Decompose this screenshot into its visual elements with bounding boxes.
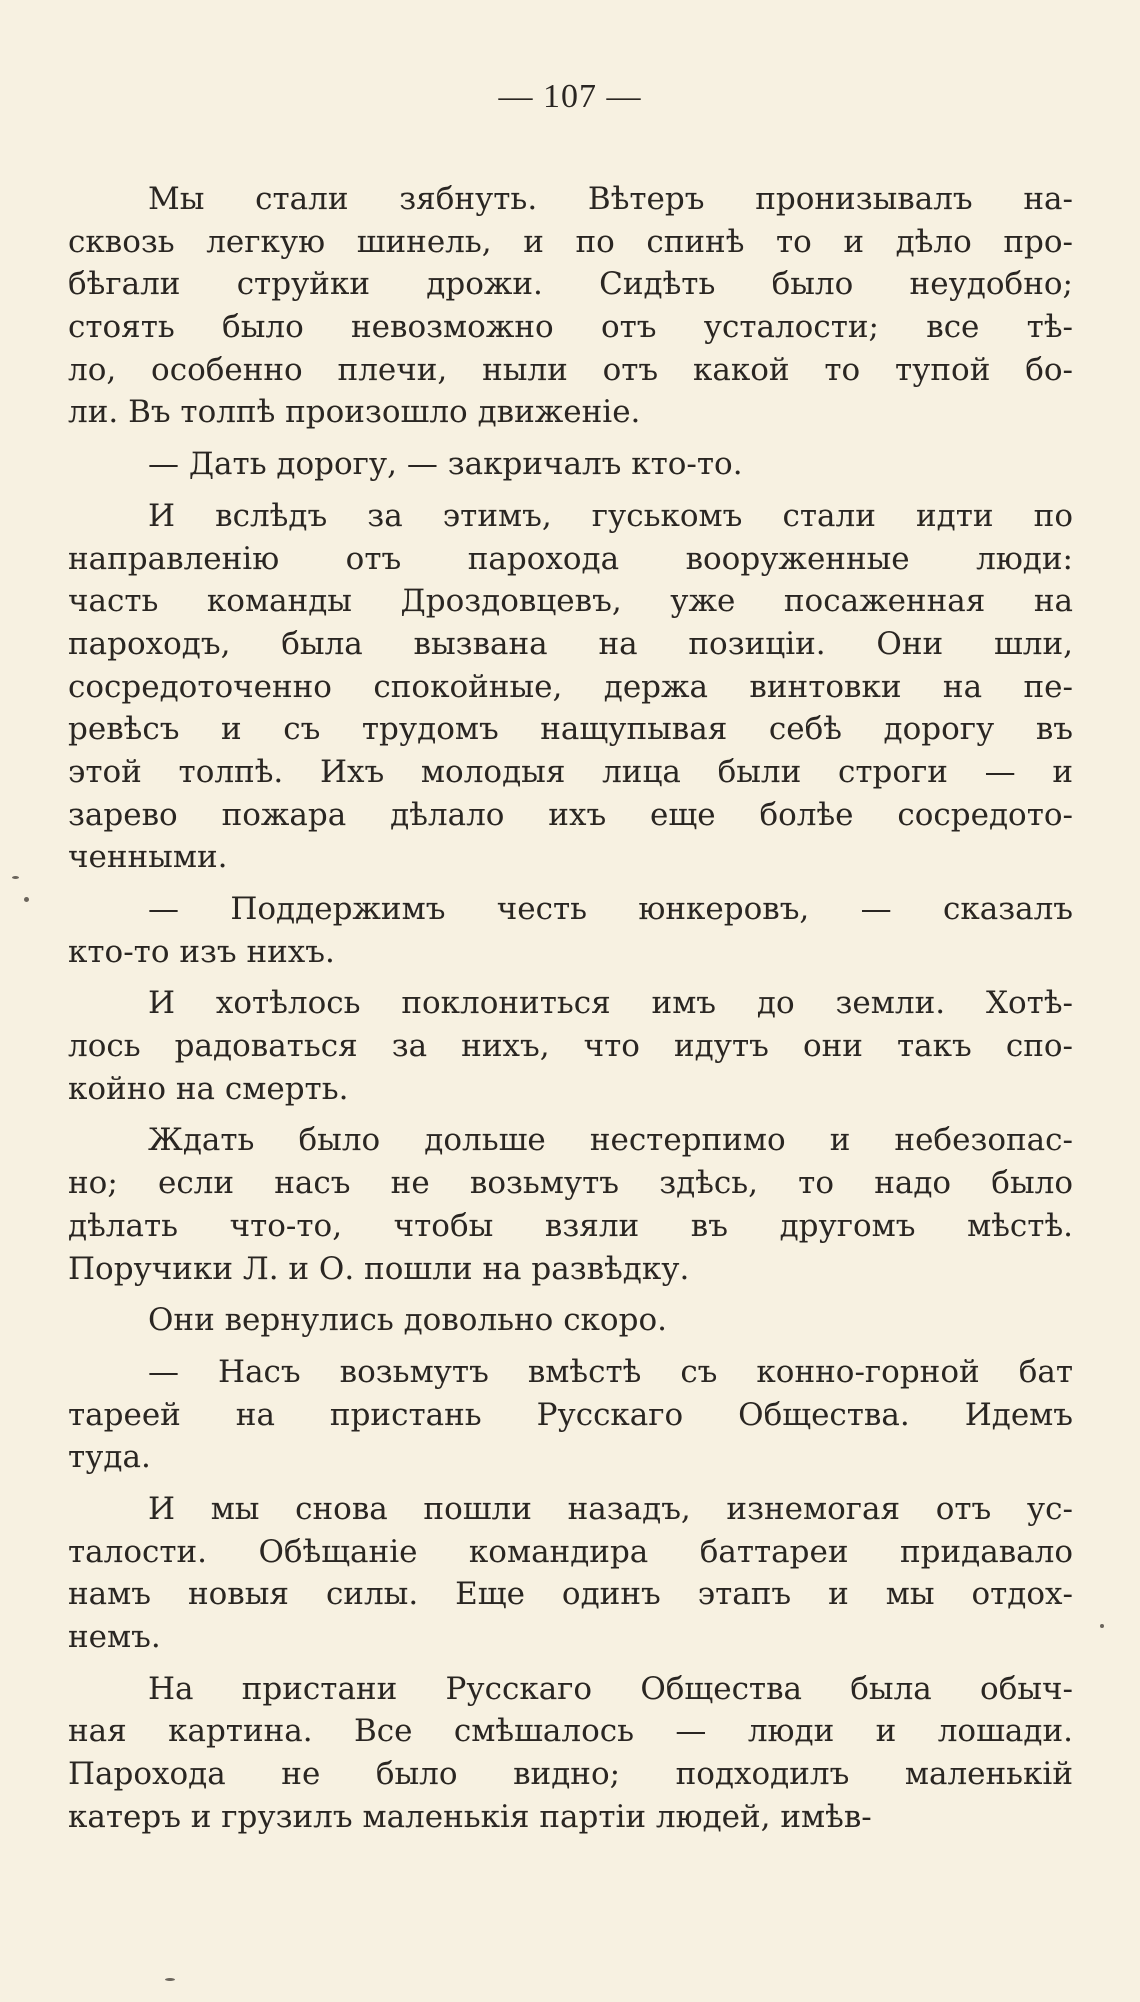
paragraph-gap <box>68 1342 1073 1351</box>
scan-speck <box>24 897 29 902</box>
text-line: тареей на пристань Русскаго Общества. Идемъ <box>68 1396 1073 1433</box>
text-line: направленію отъ парохода вооруженные люди: <box>68 540 1073 577</box>
text-line: кто-то изъ нихъ. <box>68 933 335 970</box>
text-line: И хотѣлось поклониться имъ до земли. Хотѣ- <box>148 985 1073 1022</box>
text-line: сквозь легкую шинель, и по спинѣ то и дѣло про- <box>68 223 1073 260</box>
paragraph-gap <box>68 879 1073 888</box>
text-line: туда. <box>68 1439 151 1476</box>
text-line: Поручики Л. и О. пошли на развѣдку. <box>68 1250 690 1287</box>
page-number: — 107 — <box>498 78 642 115</box>
text-line: ченными. <box>68 839 228 876</box>
paragraph <box>68 888 1073 973</box>
text-line: часть команды Дроздовцевъ, уже посаженная на <box>68 583 1073 620</box>
text-line: ло, особенно плечи, ныли отъ какой то тупой бо- <box>68 351 1073 388</box>
paragraph <box>68 495 1073 879</box>
text-line: но; если насъ не возьмутъ здѣсь, то надо было <box>68 1165 1073 1202</box>
text-line: ли. Въ толпѣ произошло движеніе. <box>68 394 641 431</box>
paragraph-gap <box>68 434 1073 443</box>
text-line: катеръ и грузилъ маленькія партіи людей, имѣв- <box>68 1798 872 1835</box>
body-text <box>68 178 1073 1838</box>
text-line: ная картина. Все смѣшалось — люди и лошади. <box>68 1713 1073 1750</box>
text-line: Мы стали зябнуть. Вѣтеръ пронизывалъ на- <box>148 181 1073 217</box>
text-line: пароходъ, была вызвана на позиціи. Они шли, <box>68 625 1073 662</box>
text-line: Они вернулись довольно скоро. <box>148 1302 667 1339</box>
scan-speck <box>1100 1624 1104 1628</box>
text-line: — Поддержимъ честь юнкеровъ, — сказалъ <box>148 891 1073 927</box>
paragraph-gap <box>68 1290 1073 1299</box>
paragraph-gap <box>68 1479 1073 1488</box>
scan-speck <box>12 876 19 879</box>
paragraph <box>68 1668 1073 1839</box>
text-line: зарево пожара дѣлало ихъ еще болѣе сосредото- <box>68 796 1073 833</box>
text-line: немъ. <box>68 1619 161 1655</box>
text-line: Ждать было дольше нестерпимо и небезопас- <box>148 1122 1073 1159</box>
text-line: Парохода не было видно; подходилъ маленькій <box>68 1756 1073 1793</box>
text-line: дѣлать что-то, чтобы взяли въ другомъ мѣстѣ. <box>68 1207 1073 1244</box>
scan-speck <box>165 1978 175 1981</box>
paragraph <box>68 1351 1073 1479</box>
text-line: стоять было невозможно отъ усталости; все тѣ- <box>68 309 1073 346</box>
paragraph-gap <box>68 1659 1073 1668</box>
paragraph-gap <box>68 973 1073 982</box>
paragraph <box>68 1119 1073 1290</box>
paragraph <box>68 982 1073 1110</box>
text-line: талости. Обѣщаніе командира баттареи придавало <box>68 1533 1073 1570</box>
paragraph <box>68 1488 1073 1659</box>
text-line: — Дать дорогу, — закричалъ кто-то. <box>148 446 743 483</box>
text-line: И мы снова пошли назадъ, изнемогая отъ ус- <box>148 1490 1073 1527</box>
paragraph <box>68 178 1073 434</box>
paragraph <box>68 443 1073 486</box>
text-line: — Насъ возьмутъ вмѣстѣ съ конно-горной бат <box>148 1353 1073 1390</box>
text-line: бѣгали струйки дрожи. Сидѣть было неудобно; <box>68 266 1073 303</box>
text-line: На пристани Русскаго Общества была обыч- <box>148 1670 1073 1707</box>
paragraph-gap <box>68 1110 1073 1119</box>
text-line: намъ новыя силы. Еще одинъ этапъ и мы отдох- <box>68 1576 1073 1613</box>
text-line: лось радоваться за нихъ, что идутъ они такъ спо- <box>68 1028 1073 1065</box>
paragraph <box>68 1299 1073 1342</box>
paragraph-gap <box>68 486 1073 495</box>
text-line: сосредоточенно спокойные, держа винтовки на пе- <box>68 668 1073 705</box>
text-line: этой толпѣ. Ихъ молодыя лица были строги — и <box>68 753 1073 790</box>
text-line: койно на смерть. <box>68 1070 349 1107</box>
text-line: И вслѣдъ за этимъ, гуськомъ стали идти по <box>148 497 1073 534</box>
text-line: ревѣсъ и съ трудомъ нащупывая себѣ дорогу въ <box>68 711 1073 748</box>
